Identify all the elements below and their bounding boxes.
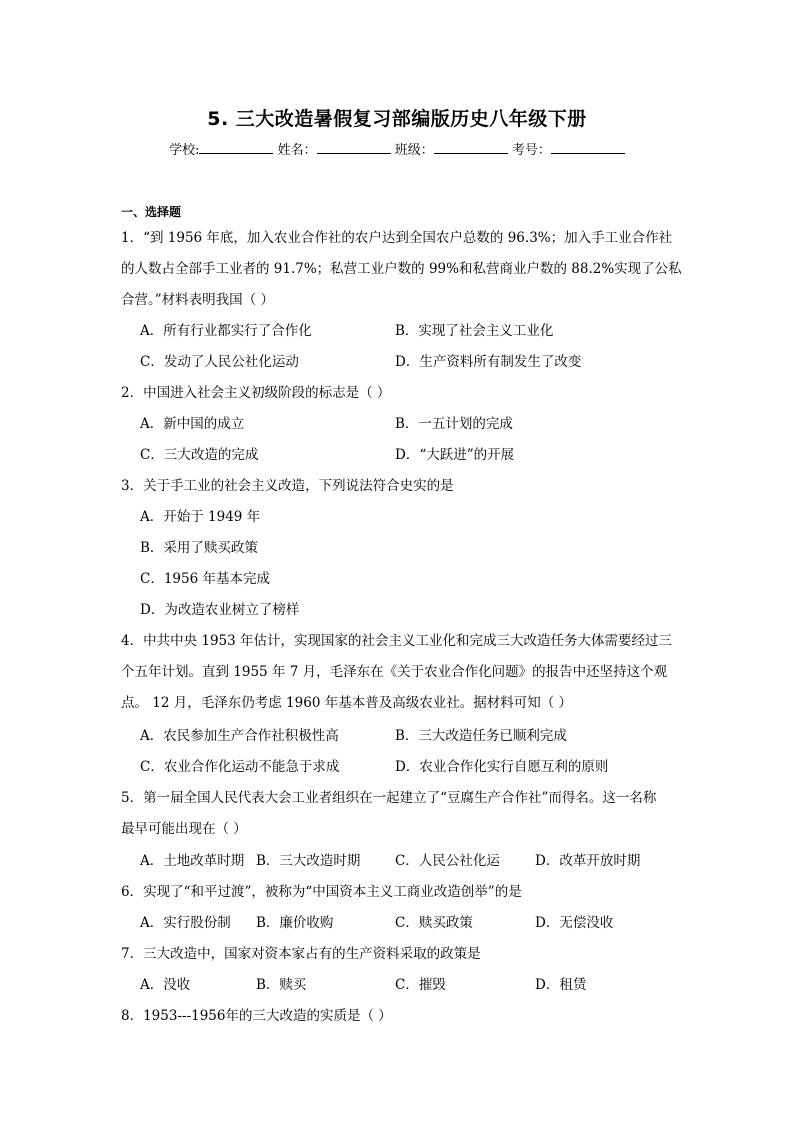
question-3-option-d[interactable]: D．为改造农业树立了榜样 [140,602,300,618]
question-2-stem: 2．中国进入社会主义初级阶段的标志是（ ） [121,385,391,401]
question-5-option-b[interactable]: B．三大改造时期 [256,853,361,869]
exam-no-blank[interactable] [551,141,625,154]
question-3-option-c[interactable]: C．1956 年基本完成 [140,571,270,587]
class-label: 班级： [394,143,434,158]
question-4-option-d[interactable]: D．农业合作化实行自愿互利的原则 [395,759,609,775]
question-6-option-c[interactable]: C．赎买政策 [395,915,473,931]
question-7-stem: 7．三大改造中，国家对资本家占有的生产资料采取的政策是 [121,946,481,962]
question-3-option-a[interactable]: A．开始于 1949 年 [140,509,261,525]
question-1-line-3: 合营。”材料表明我国（ ） [121,292,274,308]
question-4-option-a[interactable]: A．农民参加生产合作社积极性高 [140,728,339,744]
exam-no-label: 考号： [511,143,551,158]
question-1-option-c[interactable]: C．发动了人民公社化运动 [140,354,299,370]
student-info-line [0,139,794,158]
question-1-line-2: 的人数占全部手工业者的 91.7%；私营工业户数的 99%和私营商业户数的 88.2%实现了公私 [121,261,682,277]
question-8-stem: 8．1953---1956年的三大改造的实质是（ ） [121,1008,392,1024]
question-4-option-b[interactable]: B．三大改造任务已顺利完成 [395,728,567,744]
question-3-stem: 3．关于手工业的社会主义改造，下列说法符合史实的是 [121,478,454,494]
question-1-option-b[interactable]: B．实现了社会主义工业化 [395,323,554,339]
question-4-option-c[interactable]: C．农业合作化运动不能急于求成 [140,759,340,775]
question-1-line-1: 1．“到 1956 年底，加入农业合作社的农户达到全国农户总数的 96.3%；加入手工业合作社 [121,230,673,246]
school-blank[interactable] [199,141,273,154]
name-label: 姓名： [277,143,317,158]
school-label: 学校: [169,143,200,158]
question-6-stem: 6．实现了“和平过渡”，被称为“中国资本主义工商业改造创举”的是 [121,884,522,900]
question-7-option-c[interactable]: C．摧毁 [395,977,446,993]
question-2-option-b[interactable]: B．一五计划的完成 [395,416,513,432]
question-5-line-1: 5．第一届全国人民代表大会工业者组织在一起建立了“豆腐生产合作社”而得名。这一名称 [121,790,657,806]
page-title: 5. 三大改造暑假复习部编版历史八年级下册 [207,108,587,130]
question-5-option-c[interactable]: C．人民公社化运 [395,853,500,869]
question-5-line-2: 最早可能出现在（ ） [121,821,247,837]
section-heading: 一、选择题 [121,205,182,219]
question-6-option-b[interactable]: B．廉价收购 [256,915,334,931]
question-4-line-1: 4．中共中央 1953 年估计，实现国家的社会主义工业化和完成三大改造任务大体需要经过三 [121,633,673,649]
question-3-option-b[interactable]: B．采用了赎买政策 [140,540,258,556]
question-4-line-2: 个五年计划。直到 1955 年 7 月，毛泽东在《关于农业合作化问题》的报告中还坚持这个观 [121,664,668,680]
question-4-line-3: 点。 12 月，毛泽东仍考虑 1960 年基本普及高级农业社。据材料可知（ ） [121,695,572,711]
question-2-option-c[interactable]: C．三大改造的完成 [140,447,259,463]
question-5-option-a[interactable]: A．土地改革时期 [140,853,245,869]
question-1-option-a[interactable]: A．所有行业都实行了合作化 [140,323,312,339]
question-7-option-a[interactable]: A．没收 [140,977,191,993]
question-7-option-d[interactable]: D．租赁 [535,977,587,993]
question-1-option-d[interactable]: D．生产资料所有制发生了改变 [395,354,582,370]
question-6-option-d[interactable]: D．无偿没收 [535,915,614,931]
class-blank[interactable] [434,141,508,154]
question-2-option-a[interactable]: A．新中国的成立 [140,416,245,432]
question-7-option-b[interactable]: B．赎买 [256,977,307,993]
name-blank[interactable] [317,141,391,154]
question-5-option-d[interactable]: D．改革开放时期 [535,853,641,869]
question-6-option-a[interactable]: A．实行股份制 [140,915,231,931]
question-2-option-d[interactable]: D．“大跃进”的开展 [395,447,515,463]
